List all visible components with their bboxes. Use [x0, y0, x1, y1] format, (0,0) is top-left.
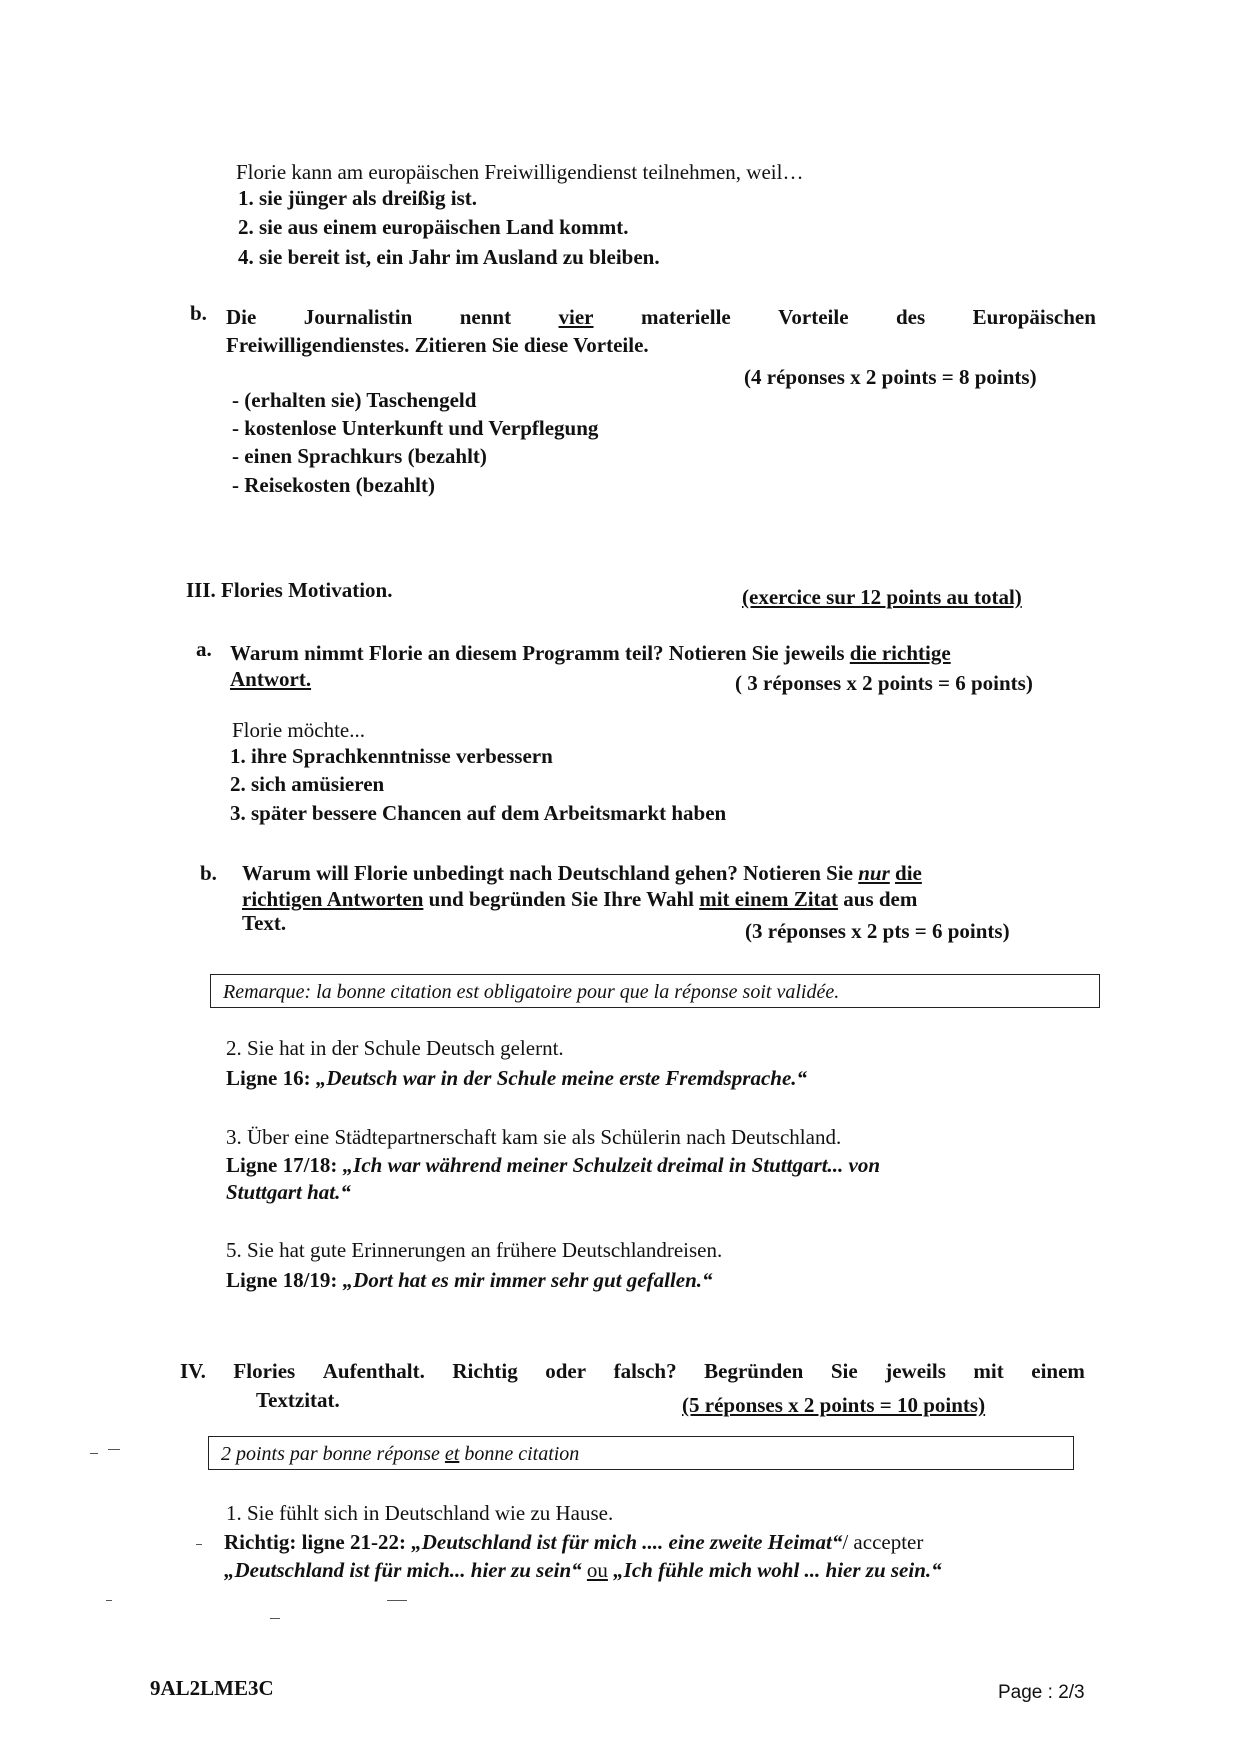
question-text: aus dem [838, 887, 918, 911]
answer-item: 2. sie aus einem europäischen Land kommt. [238, 215, 629, 239]
intro-line: Florie kann am europäischen Freiwilligendienst teilnehmen, weil… [236, 160, 804, 184]
citation: „Deutschland ist für mich .... eine zweite Heimat“ [411, 1530, 843, 1554]
statement: 2. Sie hat in der Schule Deutsch gelernt. [226, 1036, 564, 1060]
question-emphasis: richtigen Antworten [242, 887, 424, 911]
remark-box [210, 974, 1100, 1008]
or-connector: ou [586, 1558, 608, 1582]
question-text: Warum nimmt Florie an diesem Programm teil? Notieren Sie jeweils [230, 641, 850, 665]
remark-text: Remarque: la bonne citation est obligatoire pour que la réponse soit validée. [223, 981, 840, 1003]
line-reference: Richtig: ligne 21-22: [224, 1530, 412, 1554]
statement: 3. Über eine Städtepartnerschaft kam sie als Schülerin nach Deutschland. [226, 1125, 842, 1149]
line-reference: Ligne 18/19: [226, 1268, 343, 1292]
word: mit [973, 1359, 1004, 1383]
answer-item: 1. ihre Sprachkenntnisse verbessern [230, 744, 553, 768]
question-line [226, 305, 1096, 330]
quote-line [224, 1558, 942, 1583]
word: materielle [640, 305, 731, 329]
word: einem [1031, 1359, 1085, 1383]
section-title: III. Flories Motivation. [186, 578, 393, 602]
quote-line [226, 1153, 880, 1178]
answer-item: 4. sie bereit ist, ein Jahr im Ausland zu bleiben. [238, 245, 660, 269]
answer-item: 1. sie jünger als dreißig ist. [238, 186, 477, 210]
word: Aufenthalt. [322, 1359, 425, 1383]
section-title-line [180, 1359, 1085, 1384]
word: Europäischen [972, 305, 1096, 329]
points-label: ( 3 réponses x 2 points = 6 points) [735, 671, 1033, 695]
word: Sie [830, 1359, 858, 1383]
scan-artifact [108, 1449, 120, 1450]
quote-line [224, 1530, 923, 1555]
answer-item: - Reisekosten (bezahlt) [232, 473, 435, 497]
section-points-total: (exercice sur 12 points au total) [742, 585, 1022, 609]
word: IV. [180, 1359, 206, 1383]
word: jeweils [885, 1359, 946, 1383]
line-reference: Ligne 17/18: [226, 1153, 343, 1177]
word: nennt [459, 305, 512, 329]
word: Die [226, 305, 257, 329]
question-line [230, 641, 951, 666]
citation: Stuttgart hat.“ [226, 1180, 351, 1204]
scan-artifact [106, 1600, 112, 1601]
question-emphasis: nur [858, 861, 890, 885]
answer-item: 2. sich amüsieren [230, 772, 385, 796]
scan-artifact [196, 1544, 202, 1545]
points-label: (4 réponses x 2 points = 8 points) [744, 365, 1037, 389]
question-emphasis: die richtige [849, 641, 951, 665]
word: Flories [233, 1359, 296, 1383]
citation: „Ich fühle mich wohl ... hier zu sein.“ [613, 1558, 942, 1582]
question-letter: a. [196, 637, 212, 661]
question-text: Warum will Florie unbedingt nach Deutschland gehen? Notieren Sie [242, 861, 859, 885]
statement: 5. Sie hat gute Erinnerungen an frühere Deutschlandreisen. [226, 1238, 723, 1262]
intro-line: Florie möchte... [232, 718, 365, 742]
grading-note-text: 2 points par bonne réponse et bonne citation [221, 1443, 580, 1465]
word: vier [558, 305, 594, 329]
question-line: Text. [242, 911, 287, 935]
page-number: Page : 2/3 [998, 1682, 1085, 1703]
question-text: und begründen Sie Ihre Wahl [423, 887, 700, 911]
points-label: (3 réponses x 2 pts = 6 points) [745, 919, 1010, 943]
quote-line [226, 1268, 713, 1293]
points-label: (5 réponses x 2 points = 10 points) [682, 1393, 986, 1417]
question-letter: b. [190, 301, 207, 325]
question-line [242, 861, 922, 886]
answer-item: - (erhalten sie) Taschengeld [232, 388, 477, 412]
question-line: Freiwilligendienstes. Zitieren Sie diese Vorteile. [226, 333, 649, 357]
scan-artifact [270, 1618, 280, 1619]
citation: „Deutschland ist für mich... hier zu sein“ [224, 1558, 582, 1582]
scan-artifact [90, 1453, 98, 1454]
citation: „Deutsch war in der Schule meine erste Fremdsprache.“ [315, 1066, 808, 1090]
note-emphasis: et [444, 1443, 460, 1465]
section-title-line: Textzitat. [256, 1388, 340, 1412]
accept-note: / accepter [842, 1530, 924, 1554]
question-emphasis: die [895, 861, 922, 885]
document-code: 9AL2LME3C [150, 1676, 274, 1700]
word: Begründen [704, 1359, 804, 1383]
word: oder [545, 1359, 587, 1383]
citation: „Dort hat es mir immer sehr gut gefallen.“ [342, 1268, 713, 1292]
question-letter: b. [200, 861, 217, 885]
question-line: Antwort. [230, 667, 312, 691]
citation: „Ich war während meiner Schulzeit dreimal in Stuttgart... von [342, 1153, 881, 1177]
question-emphasis: mit einem Zitat [699, 887, 839, 911]
answer-item: - einen Sprachkurs (bezahlt) [232, 444, 487, 468]
answer-item: - kostenlose Unterkunft und Verpflegung [232, 416, 599, 440]
question-line [242, 887, 917, 912]
word: Richtig [452, 1359, 518, 1383]
scan-artifact [387, 1600, 407, 1601]
word: falsch? [613, 1359, 677, 1383]
word: Journalistin [303, 305, 413, 329]
answer-item: 3. später bessere Chancen auf dem Arbeitsmarkt haben [230, 801, 727, 825]
statement: 1. Sie fühlt sich in Deutschland wie zu Hause. [226, 1501, 614, 1525]
line-reference: Ligne 16: [226, 1066, 316, 1090]
quote-line [226, 1066, 807, 1091]
word: Vorteile [778, 305, 849, 329]
grading-note-box [208, 1436, 1074, 1470]
word: des [895, 305, 926, 329]
